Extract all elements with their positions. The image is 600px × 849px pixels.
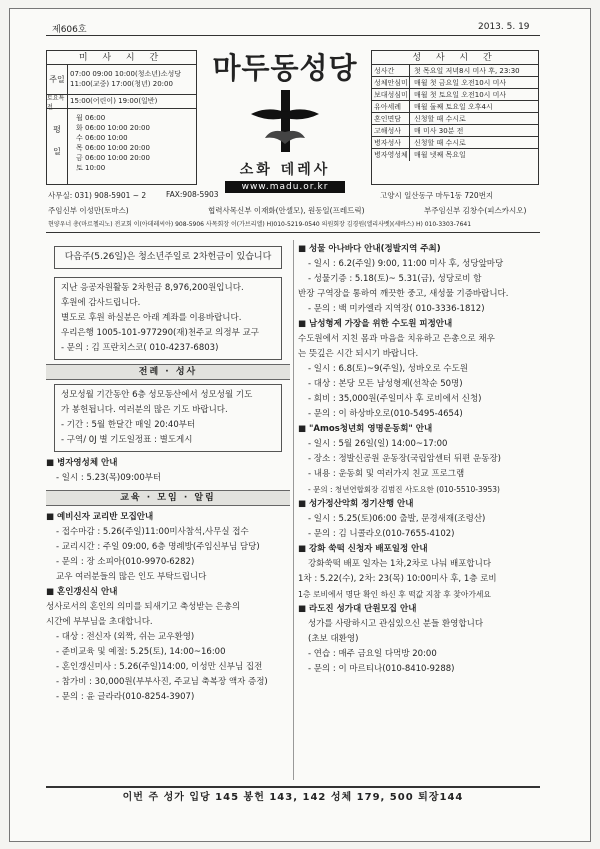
hiking-title: ■ 성가정산악회 정기산행 안내	[298, 499, 414, 509]
rice-cake-line: 1층 로비에서 명단 확인 하신 후 떡값 지참 후 찾아가세요	[298, 590, 491, 599]
hymn-footer: 이번 주 성가 입당 145 봉헌 143, 142 성체 179, 500 퇴장144	[46, 786, 540, 808]
mass-label: 주일	[47, 65, 68, 94]
liturgy-banner: 전례 · 성사	[46, 364, 290, 380]
education-banner: 교육 · 모임 · 알림	[46, 490, 290, 506]
mass-line: 수 06:00 10:00	[76, 134, 128, 142]
liturgy-line: - 기간 : 5월 한달간 매일 20:40부터	[61, 420, 196, 430]
retreat-line: - 문의 : 이 하상바오로(010-5495-4654)	[308, 409, 463, 419]
office-fax: FAX:908-5903	[166, 190, 219, 199]
choir-recruit-line: 성가를 사랑하시고 관심있으신 분들 환영합니다	[308, 619, 484, 629]
pastor-info: 주임신부 이성만(토마스)	[48, 206, 129, 215]
mass-schedule-title: 미 사 시 간	[47, 51, 196, 65]
sacrament-label: 병자성사	[372, 137, 410, 148]
mass-line: 토 10:00	[76, 164, 106, 172]
officers-info: 현양우너 총(마르첼리노) 전교회 이(아데레씨아) 908-5906 사목회장 이(가브리엘) H)010-5219-0540 의원회장 김경원(엘리사벳)(세바스) H) 010-3303-7641	[48, 221, 472, 228]
sacrament-label: 병자영성체	[372, 149, 410, 161]
right-column	[298, 242, 542, 677]
issue-date: 2013. 5. 19	[478, 22, 530, 32]
donation-line: 우리은행 1005-101-977290(재)천주교 의정부 교구	[61, 328, 259, 338]
catechumen-line: - 접수마감 : 5.26(주일)11:00미사참석,사무실 접수	[56, 527, 249, 537]
sports-line: - 문의 : 청년연합회장 김범진 사도요한 (010-5510-3953)	[308, 485, 500, 494]
sacrament-schedule-table	[371, 50, 539, 185]
sacrament-row	[372, 101, 538, 113]
catechumen-line: - 문의 : 장 소피아(010-9970-6282)	[56, 557, 195, 567]
sacrament-row	[372, 125, 538, 137]
sacrament-value: 신청할 때 수시로	[414, 139, 466, 147]
pilgrimage-line: - 일시 : 6.2(주일) 9:00, 11:00 미사 후, 성당앞마당	[308, 259, 504, 269]
donation-box	[54, 277, 282, 360]
choir-recruit-line: (초보 대환영)	[308, 634, 359, 644]
mass-line: 금 06:00 10:00 20:00	[76, 154, 150, 162]
mass-schedule-table	[46, 50, 197, 185]
marriage-line: - 대상 : 전신자 (외짝, 쉬는 교우환영)	[56, 632, 195, 642]
mass-line: 07:00 09:00 10:00(청소년)소성당	[70, 70, 182, 78]
sacrament-label: 고해성사	[372, 125, 410, 136]
mass-row-weekday	[47, 109, 196, 184]
sports-line: - 일시 : 5월 26일(일) 14:00~17:00	[308, 439, 448, 449]
rice-cake-line: 1차 : 5.22(수), 2차: 23(목) 10:00미사 후, 1층 로비	[298, 574, 497, 584]
retreat-line: - 일시 : 6.8(토)~9(주일), 성바오로 수도원	[308, 364, 468, 374]
church-title-block	[200, 50, 370, 198]
pilgrimage-line: - 문의 : 백 미카엘라 지역장( 010-3336-1812)	[308, 304, 485, 314]
liturgy-line: 가 봉헌됩니다. 여러분의 많은 기도 바랍니다.	[61, 405, 228, 415]
sacrament-value: 매월 넷째 목요일	[414, 151, 466, 159]
sick-communion-line: - 일시 : 5.23(목)09:00부터	[56, 473, 162, 483]
liturgy-line: - 구역/ 0J 별 기도일정표 : 별도게시	[61, 435, 193, 445]
sacrament-value: 매월 첫 금요일 오전10시 미사	[414, 79, 507, 87]
catechumen-title: ■ 예비신자 교리반 모집안내	[46, 512, 154, 522]
sacrament-label: 보대성심미	[372, 89, 410, 100]
office-phone: 사무실: 031) 908-5901 ~ 2	[48, 191, 147, 200]
marriage-line: - 참가비 : 30,000원(부부사진, 주교님 축복장 액자 증정)	[56, 677, 268, 687]
choir-recruit-line: - 문의 : 이 마르티나(010-8410-9288)	[308, 664, 455, 674]
sports-line: - 장소 : 정발신공원 운동장(국립암센터 뒤편 운동장)	[308, 454, 501, 464]
catechumen-line: 교우 여러분들의 많은 인도 부탁드립니다	[56, 572, 207, 582]
marriage-line: - 준비교육 및 예절: 5.25(토), 14:00~16:00	[56, 647, 226, 657]
sacrament-row	[372, 113, 538, 125]
pilgrimage-title: ■ 성물 아나바다 안내(정발지역 주최)	[298, 244, 441, 254]
mass-line: 11:00(교중) 17:00(청년) 20:00	[70, 80, 173, 88]
mass-label: 토요특전	[47, 95, 68, 108]
marriage-line: - 문의 : 윤 글라라(010-8254-3907)	[56, 692, 195, 702]
mass-line: 15:00(어린이) 19:00(일반)	[70, 97, 158, 105]
sports-title: ■ "Amos청년회 영명운동회" 안내	[298, 424, 433, 434]
donation-line: - 문의 : 김 프란치스코( 010-4237-6803)	[61, 343, 219, 353]
pilgrimage-line: 반장 구역장을 통하여 깨끗한 중고, 새성물 기증바랍니다.	[298, 289, 509, 299]
sacrament-value: 매월 첫 토요일 오전10시 미사	[414, 91, 507, 99]
donation-line: 별도로 후원 하실분은 아래 계좌를 이용바랍니다.	[61, 313, 242, 323]
mass-label: 평일	[47, 109, 68, 184]
sacrament-value: 첫 목요일 저녁8시 미사 후, 23:30	[414, 67, 520, 75]
hiking-line: - 일시 : 5.25(토)06:00 출발, 문경새재(조령산)	[308, 514, 486, 524]
mass-row-sunday	[47, 65, 196, 95]
patron-name: 소화 데레사	[239, 162, 331, 178]
marriage-line: 성사로서의 혼인의 의미를 되새기고 축성받는 은총의	[46, 602, 241, 612]
liturgy-line: 성모성월 기간동안 6층 성모동산에서 성모성월 기도	[61, 390, 253, 400]
sacrament-label: 성사간	[372, 65, 410, 76]
marriage-line: 시간에 부부님을 초대합니다.	[46, 617, 153, 627]
vice-pastor-info: 부주임신부 김창수(피스카시오)	[424, 206, 527, 215]
rice-cake-line: 강화쑥떡 배포 일자는 1차,2차로 나눠 배포합니다	[308, 559, 492, 569]
sacrament-label: 성체안심미	[372, 77, 410, 88]
sacrament-row	[372, 77, 538, 89]
sacrament-value: 신청할 때 수시로	[414, 115, 466, 123]
header-rule	[46, 35, 540, 36]
sacrament-value: 매 미사 30분 전	[414, 127, 464, 135]
notice-box	[54, 246, 282, 269]
marriage-title: ■ 혼인갱신식 안내	[46, 587, 118, 597]
sacrament-schedule-title: 성 사 시 간	[372, 51, 538, 65]
sacrament-label: 유아세례	[372, 101, 410, 112]
mass-line: 목 06:00 10:00 20:00	[76, 144, 150, 152]
church-name: 마두동성당	[212, 51, 358, 85]
cross-emblem-icon	[245, 88, 325, 158]
sacrament-value: 매월 둘째 토요일 오후4시	[414, 103, 493, 111]
sports-line: - 내용 : 운동회 및 여러가지 친교 프로그램	[308, 469, 465, 479]
sacrament-row	[372, 65, 538, 77]
mass-line: 월 06:00	[76, 114, 106, 122]
sacrament-row	[372, 149, 538, 161]
liturgy-box	[54, 384, 282, 452]
marriage-line: - 혼인갱신미사 : 5.26(주일)14:00, 이성만 신부님 집전	[56, 662, 263, 672]
catechumen-line: - 교리시간 : 주일 09:00, 6층 명례방(주임신부님 담당)	[56, 542, 260, 552]
donation-line: 지난 응공자원활동 2차헌금 8,976,200원입니다.	[61, 283, 244, 293]
retreat-line: 는 뜻깊은 시간 되시기 바랍니다.	[298, 349, 419, 359]
notice-text: 다음주(5.26일)은 청소년주일로 2차헌금이 있습니다	[64, 252, 272, 262]
retreat-line: 수도원에서 지친 몸과 마음을 치유하고 은총으로 채우	[298, 334, 495, 344]
choir-recruit-line: - 연습 : 매주 금요일 다먹방 20:00	[308, 649, 437, 659]
column-divider	[293, 240, 294, 780]
sacrament-row	[372, 137, 538, 149]
sacrament-label: 혼인면담	[372, 113, 410, 124]
donation-line: 후원에 감사드립니다.	[61, 298, 141, 308]
sacrament-row	[372, 89, 538, 101]
pilgrimage-line: - 성물기증 : 5.18(토)~ 5.31(금), 성당로비 함	[308, 274, 482, 284]
left-column	[46, 242, 290, 705]
hiking-line: - 문의 : 김 니콜라오(010-7655-4102)	[308, 529, 455, 539]
rice-cake-title: ■ 강화 쑥떡 신청자 배포일정 안내	[298, 544, 428, 554]
website-link[interactable]: www.madu.or.kr	[225, 181, 345, 193]
mass-line: 화 06:00 10:00 20:00	[76, 124, 150, 132]
retreat-line: - 대상 : 본당 모든 남성형제(선착순 50명)	[308, 379, 463, 389]
mass-row-saturday	[47, 95, 196, 109]
assistant-pastor-info: 협력사목신부 이재화(안셀모), 원동일(프레드릭)	[208, 206, 365, 215]
contact-rule	[46, 232, 540, 233]
choir-recruit-title: ■ 라도진 성가대 단원모집 안내	[298, 604, 417, 614]
church-address: 고양시 일산동구 마두1동 720번지	[380, 191, 494, 200]
retreat-line: - 회비 : 35,000원(주일미사 후 로비에서 신청)	[308, 394, 482, 404]
retreat-title: ■ 남성형제 가장을 위한 수도원 피정안내	[298, 319, 453, 329]
issue-number: 제606호	[52, 25, 87, 35]
sick-communion-title: ■ 병자영성체 안내	[46, 458, 118, 468]
